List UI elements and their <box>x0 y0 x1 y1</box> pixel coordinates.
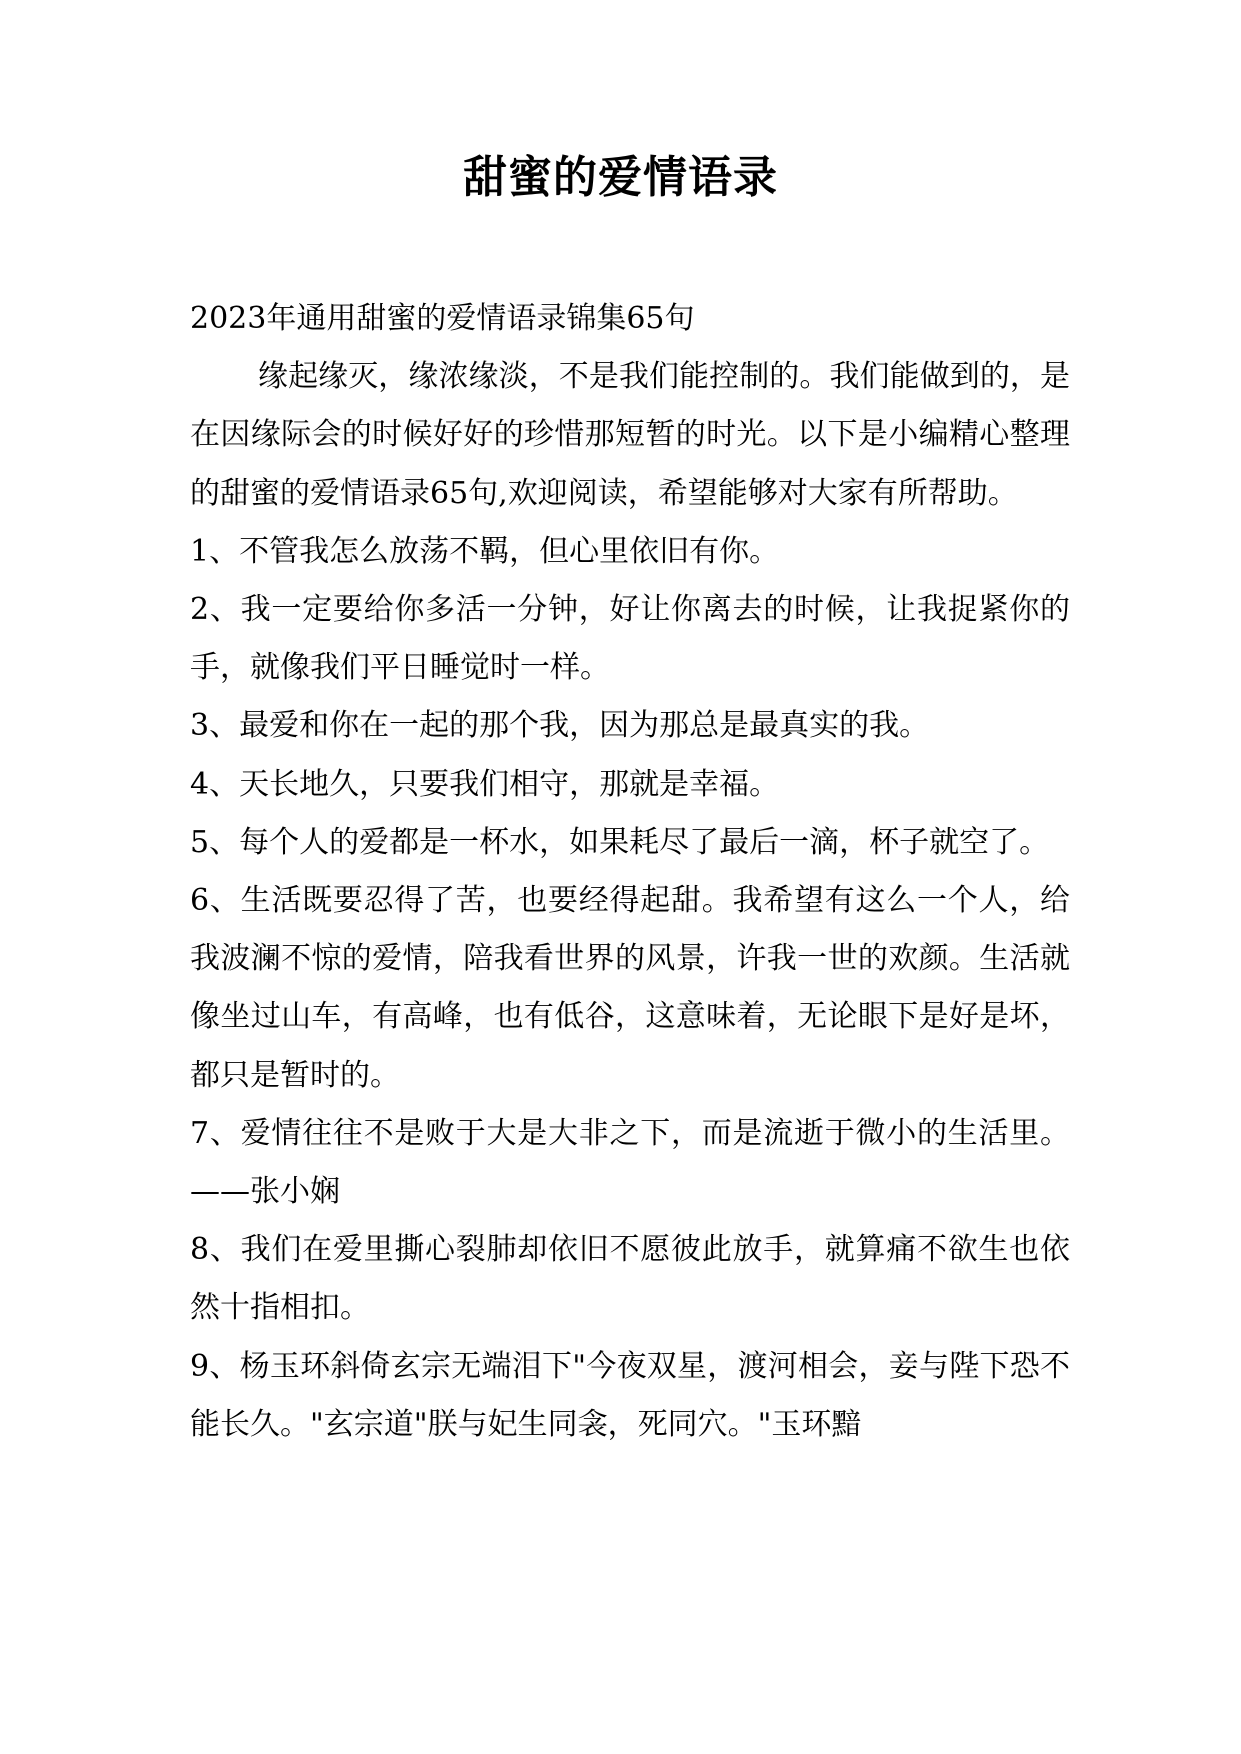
quote-item-3: 3、最爱和你在一起的那个我，因为那总是最真实的我。 <box>190 708 930 744</box>
quote-item-1: 1、不管我怎么放荡不羁，但心里依旧有你。 <box>190 533 780 569</box>
quote-item-9: 9、杨玉环斜倚玄宗无端泪下"今夜双星，渡河相会，妾与陛下恐不能长久。"玄宗道"朕与妃生同衾，死同穴。"玉环黯 <box>190 1348 1070 1442</box>
document-body <box>190 290 1070 1454</box>
quote-item-2: 2、我一定要给你多活一分钟，好让你离去的时候，让我捉紧你的手，就像我们平日睡觉时一样。 <box>190 592 1070 686</box>
quote-item-5: 5、每个人的爱都是一杯水，如果耗尽了最后一滴，杯子就空了。 <box>190 824 1050 860</box>
document-title: 甜蜜的爱情语录 <box>463 152 778 203</box>
quote-item-6: 6、生活既要忍得了苦，也要经得起甜。我希望有这么一个人，给我波澜不惊的爱情，陪我看世界的风景，许我一世的欢颜。生活就像坐过山车，有高峰，也有低谷，这意味着，无论眼下是好是坏，都只是暂时的。 <box>190 883 1070 1093</box>
subtitle-paragraph: 2023年通用甜蜜的爱情语录锦集65句 <box>190 301 695 336</box>
quote-item-7: 7、爱情往往不是败于大是大非之下，而是流逝于微小的生活里。 ——张小娴 <box>190 1115 1070 1210</box>
intro-paragraph: 缘起缘灭，缘浓缘淡，不是我们能控制的。我们能做到的，是在因缘际会的时候好好的珍惜那短暂的时光。以下是小编精心整理的甜蜜的爱情语录65句,欢迎阅读，希望能够对大家有所帮助。 <box>190 359 1070 511</box>
quote-item-8: 8、我们在爱里撕心裂肺却依旧不愿彼此放手，就算痛不欲生也依然十指相扣。 <box>190 1232 1070 1326</box>
quote-item-4: 4、天长地久，只要我们相守，那就是幸福。 <box>190 766 780 802</box>
